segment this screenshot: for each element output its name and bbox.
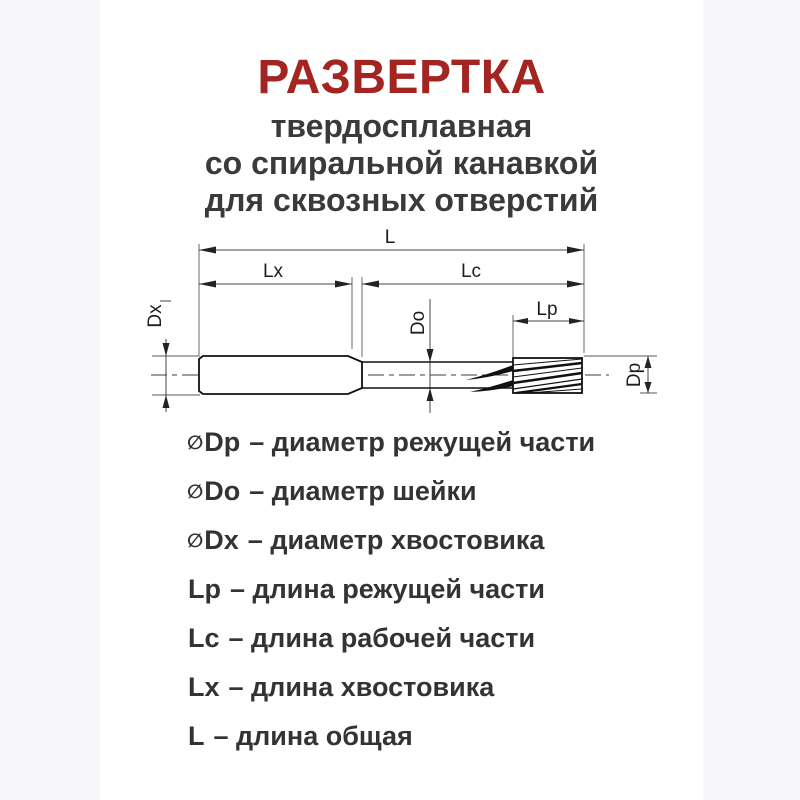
diameter-icon: ∅ — [187, 481, 204, 503]
diameter-icon: ∅ — [187, 432, 204, 454]
legend-item-lp — [187, 565, 687, 614]
dim-label-Dp: Dp — [624, 362, 645, 388]
flute-leadin-upper — [466, 365, 513, 380]
legend-symbol: Dp — [204, 427, 241, 457]
subtitle-line-1: твердосплавная — [270, 108, 533, 144]
dim-label-Do: Do — [408, 310, 429, 336]
legend-desc: – длина общая — [213, 721, 413, 751]
legend-item-dx — [187, 516, 687, 565]
flute-leadin-lower — [470, 380, 513, 392]
legend-item-l — [187, 712, 687, 761]
page-title: РАЗВЕРТКА — [257, 51, 546, 104]
legend-symbol: Do — [204, 476, 241, 506]
legend — [187, 418, 687, 761]
dim-label-L: L — [384, 227, 396, 248]
dim-label-Lp: Lp — [536, 299, 558, 320]
legend-desc: – длина хвостовика — [228, 672, 495, 702]
dim-label-Dx: Dx — [145, 304, 166, 328]
legend-desc: – длина рабочей части — [228, 623, 536, 653]
legend-desc: – диаметр шейки — [249, 476, 477, 506]
dim-label-Lc: Lc — [460, 261, 482, 282]
legend-symbol: Lp — [188, 574, 221, 604]
legend-desc: – диаметр режущей части — [249, 427, 596, 457]
legend-symbol: Lx — [188, 672, 220, 702]
diameter-icon: ∅ — [187, 530, 204, 552]
subtitle-line-2: со спиральной канавкой — [204, 145, 599, 181]
legend-item-lx — [187, 663, 687, 712]
shank-outline — [199, 356, 362, 394]
legend-symbol: L — [188, 721, 205, 751]
legend-desc: – длина режущей части — [230, 574, 545, 604]
dim-label-Lx: Lx — [262, 261, 284, 282]
legend-item-lc — [187, 614, 687, 663]
legend-symbol: Lc — [188, 623, 220, 653]
infographic-card — [100, 0, 703, 800]
legend-item-do — [187, 467, 687, 516]
legend-desc: – диаметр хвостовика — [247, 525, 545, 555]
legend-item-dp — [187, 418, 687, 467]
subtitle-line-3: для сквозных отверстий — [204, 182, 599, 218]
legend-symbol: Dx — [204, 525, 239, 555]
